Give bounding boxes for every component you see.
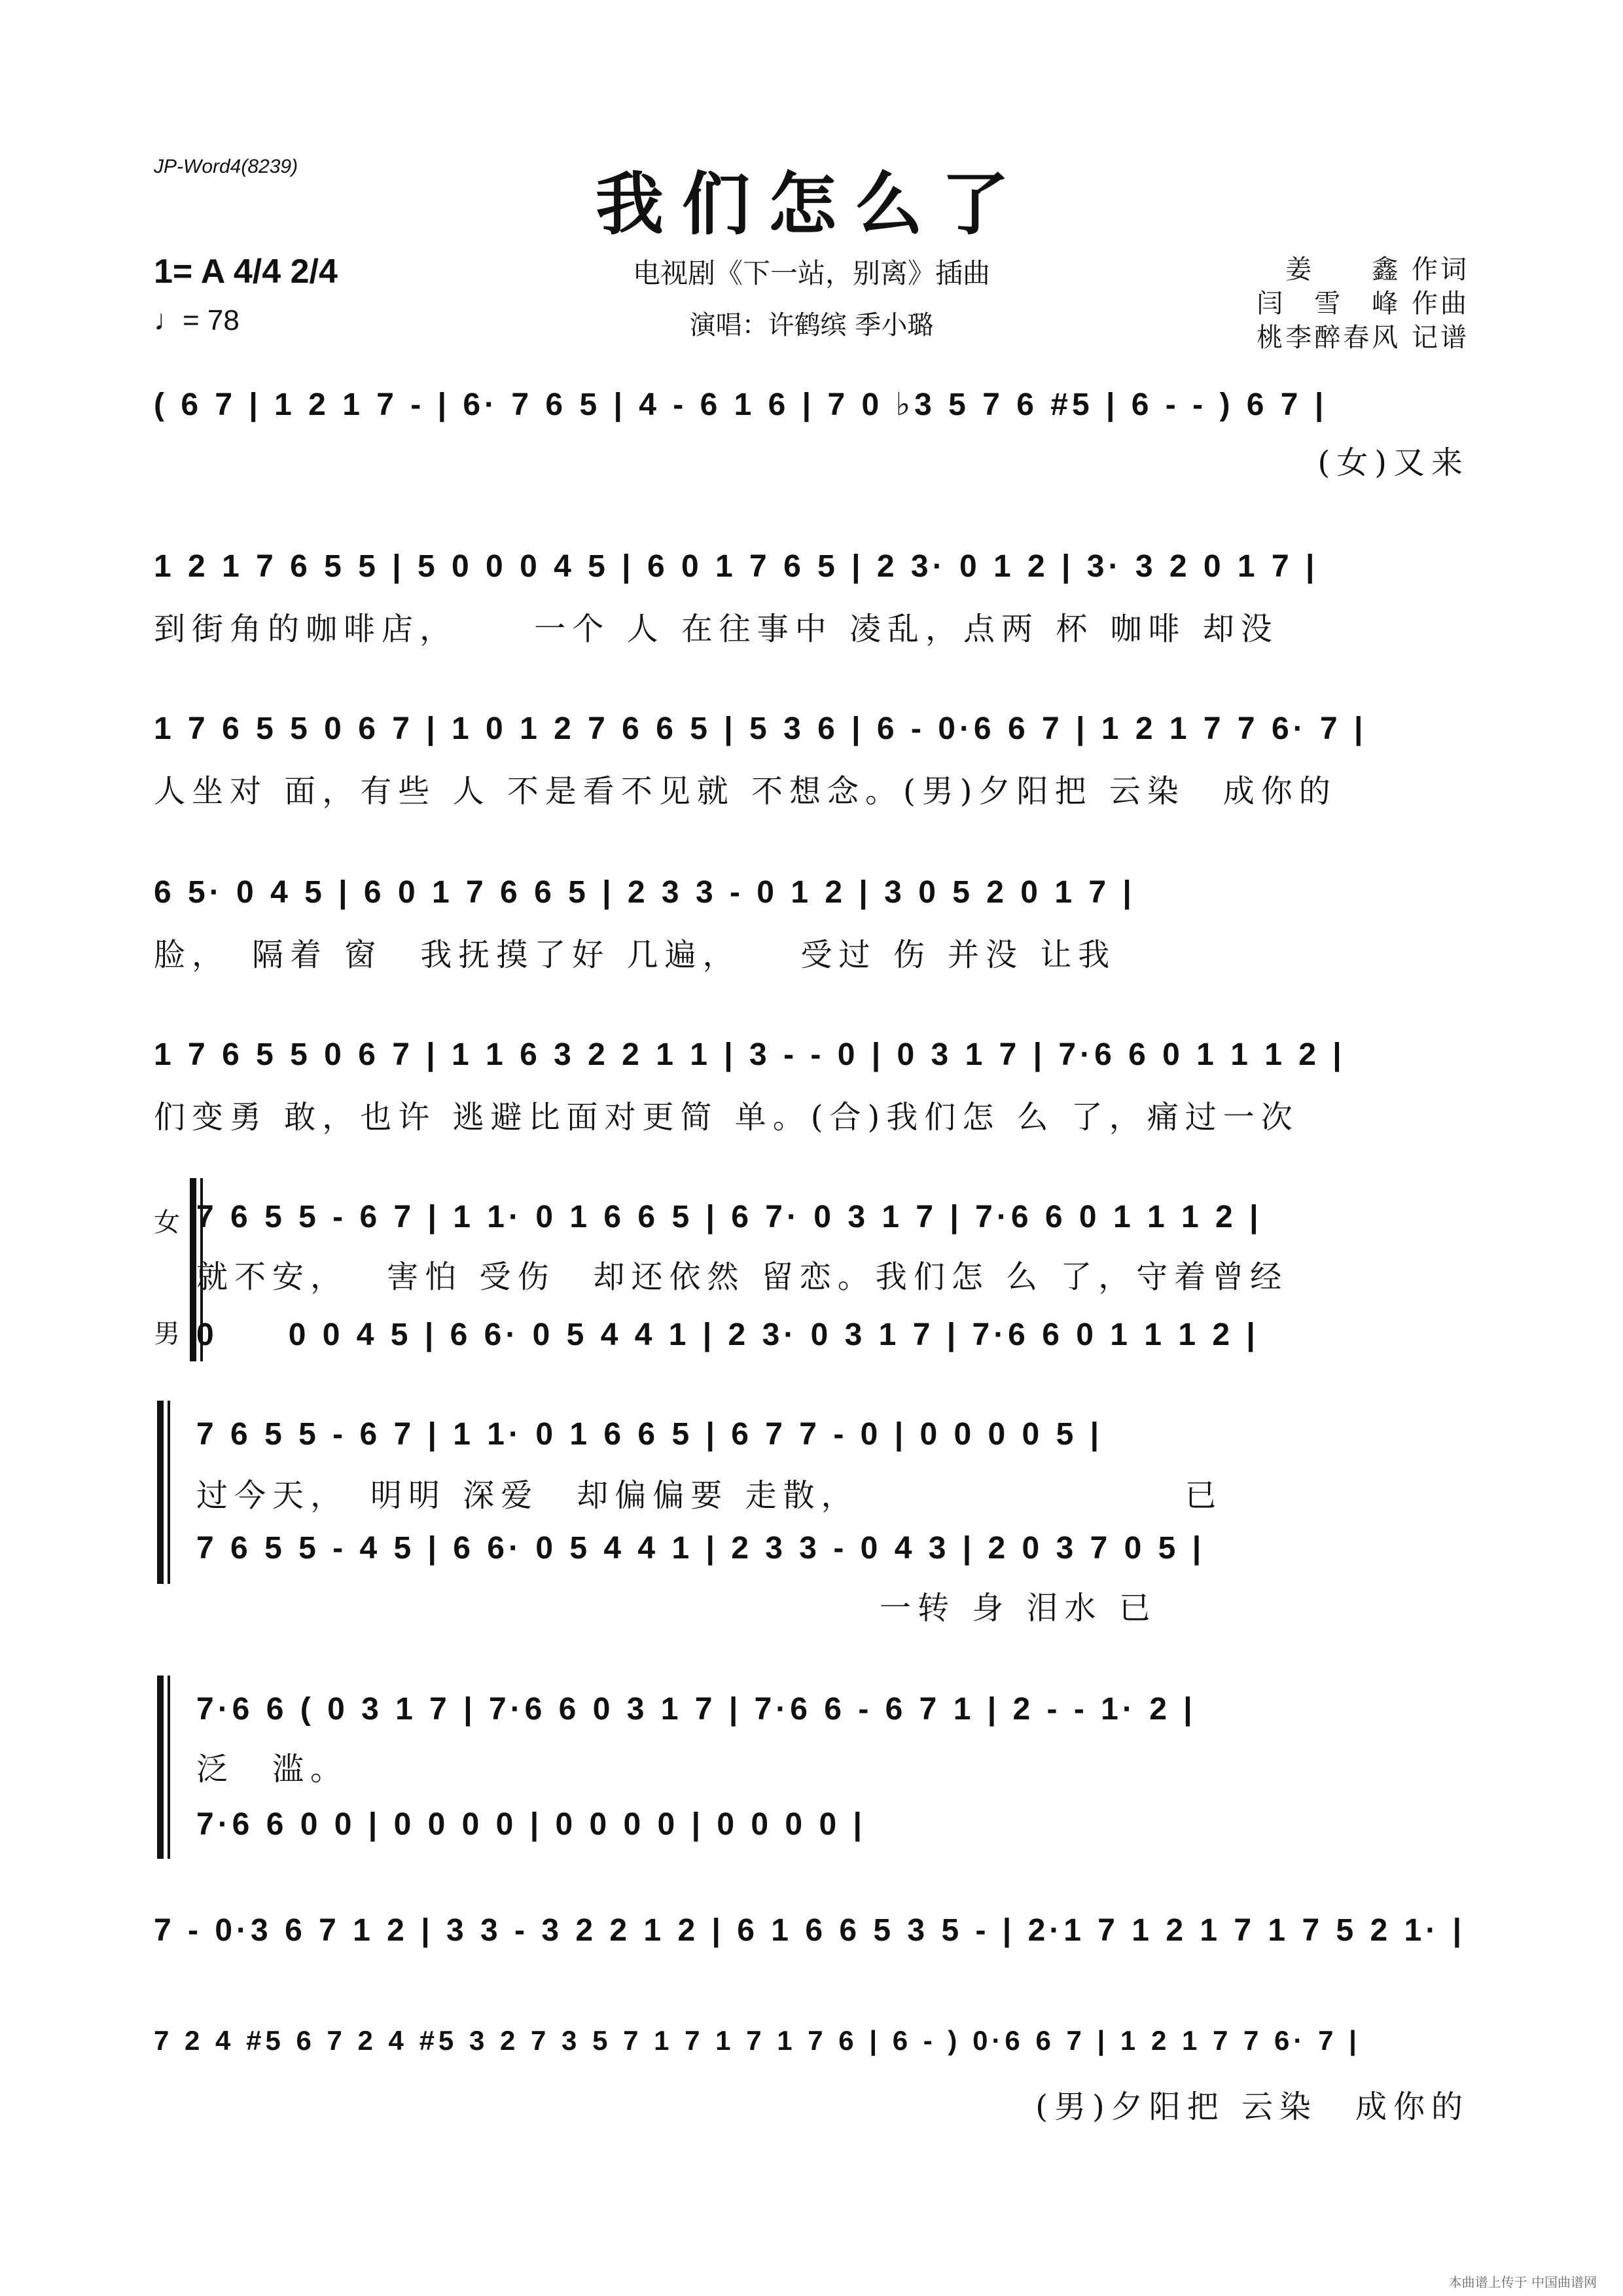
score-line-2-lyrics: 到街角的咖啡店， 一个 人 在往事中 凌乱，点两 杯 咖啡 却没	[154, 611, 1279, 647]
key-signature: 1= A 4/4 2/4	[154, 253, 338, 291]
system-bracket-line	[168, 1401, 170, 1584]
subtitle: 电视剧《下一站，别离》插曲	[632, 257, 990, 289]
page-title: 我们怎么了	[595, 164, 1027, 244]
composer-credit: 闫 雪 峰 作曲	[1257, 289, 1469, 319]
male-line-2-notes: 7 6 5 5 - 4 5 | 6 6· 0 5 4 4 1 | 2 3 3 - 0 4 3 | 2 0 3 7 0 5 |	[196, 1531, 1205, 1566]
score-line-last-notes: 7 2 4 #5 6 7 2 4 #5 3 2 7 3 5 7 1 7 1 7 1 7 6 | 6 - ) 0·6 6 7 | 1 2 1 7 7 6· 7 |	[154, 2025, 1361, 2056]
male-line-2-lyrics: 一转 身 泪水 已	[196, 1590, 1157, 1626]
female-line-1-lyrics: 就不安， 害怕 受伤 却还依然 留恋。我们怎 么 了，守着曾经	[196, 1259, 1289, 1295]
footer-watermark: 本曲谱上传于 中国曲谱网	[1448, 2274, 1597, 2290]
lyricist-credit: 姜 鑫 作词	[1285, 255, 1469, 285]
female-line-3-notes: 7·6 6 ( 0 3 1 7 | 7·6 6 0 3 1 7 | 7·6 6 - 6 7 1 | 2 - - 1· 2 |	[196, 1692, 1196, 1727]
score-line-5-notes: 1 7 6 5 5 0 6 7 | 1 1 6 3 2 2 1 1 | 3 - - 0 | 0 3 1 7 | 7·6 6 0 1 1 1 2 |	[154, 1037, 1346, 1072]
score-line-1-notes: ( 6 7 | 1 2 1 7 - | 6· 7 6 5 | 4 - 6 1 6 | 7 0 ♭3 5 7 6 #5 | 6 - - ) 6 7 |	[154, 387, 1328, 422]
tempo-marking: ♩= 78	[154, 304, 240, 336]
singers: 演唱：许鹤缤 季小璐	[689, 310, 934, 340]
score-line-last-lyrics: (男)夕阳把 云染 成你的	[1035, 2089, 1469, 2125]
female-line-2-notes: 7 6 5 5 - 6 7 | 1 1· 0 1 6 6 5 | 6 7 7 - 0 | 0 0 0 0 5 |	[196, 1417, 1103, 1452]
system-bracket	[190, 1178, 196, 1361]
score-line-1-lyrics: (女)又来	[1317, 444, 1469, 481]
software-label: JP-Word4(8239)	[154, 156, 298, 177]
male-line-1-notes: 0 0 0 4 5 | 6 6· 0 5 4 4 1 | 2 3· 0 3 1 7 | 7·6 6 0 1 1 1 2 |	[196, 1318, 1259, 1352]
female-part-label: 女	[154, 1208, 180, 1238]
system-bracket	[157, 1401, 164, 1584]
system-bracket-line	[168, 1676, 170, 1859]
score-line-3-notes: 1 7 6 5 5 0 6 7 | 1 0 1 2 7 6 6 5 | 5 3 6 | 6 - 0·6 6 7 | 1 2 1 7 7 6· 7 |	[154, 711, 1367, 746]
score-line-4-lyrics: 脸， 隔着 窗 我抚摸了好 几遍， 受过 伤 并没 让我	[154, 937, 1116, 973]
transcriber-credit: 桃李醉春风 记谱	[1257, 323, 1469, 353]
score-line-2-notes: 1 2 1 7 6 5 5 | 5 0 0 0 4 5 | 6 0 1 7 6 5 | 2 3· 0 1 2 | 3· 3 2 0 1 7 |	[154, 549, 1319, 584]
male-line-3-notes: 7·6 6 0 0 | 0 0 0 0 | 0 0 0 0 | 0 0 0 0 |	[196, 1807, 866, 1842]
score-line-4-notes: 6 5· 0 4 5 | 6 0 1 7 6 6 5 | 2 3 3 - 0 1 2 | 3 0 5 2 0 1 7 |	[154, 875, 1135, 910]
female-line-1-notes: 7 6 5 5 - 6 7 | 1 1· 0 1 6 6 5 | 6 7· 0 3 1 7 | 7·6 6 0 1 1 1 2 |	[196, 1200, 1262, 1234]
female-line-2-lyrics: 过今天， 明明 深爱 却偏偏要 走散， 已	[196, 1477, 1223, 1514]
system-bracket	[157, 1676, 164, 1859]
male-part-label: 男	[154, 1319, 180, 1349]
score-line-instrumental-notes: 7 - 0·3 6 7 1 2 | 3 3 - 3 2 2 1 2 | 6 1 6 6 5 3 5 - | 2·1 7 1 2 1 7 1 7 5 2 1· |	[154, 1913, 1465, 1948]
score-line-3-lyrics: 人坐对 面，有些 人 不是看不见就 不想念。(男)夕阳把 云染 成你的	[154, 773, 1337, 810]
score-line-5-lyrics: 们变勇 敢，也许 逃避比面对更简 单。(合)我们怎 么 了，痛过一次	[154, 1099, 1299, 1136]
female-line-3-lyrics: 泛 滥。	[196, 1751, 349, 1787]
